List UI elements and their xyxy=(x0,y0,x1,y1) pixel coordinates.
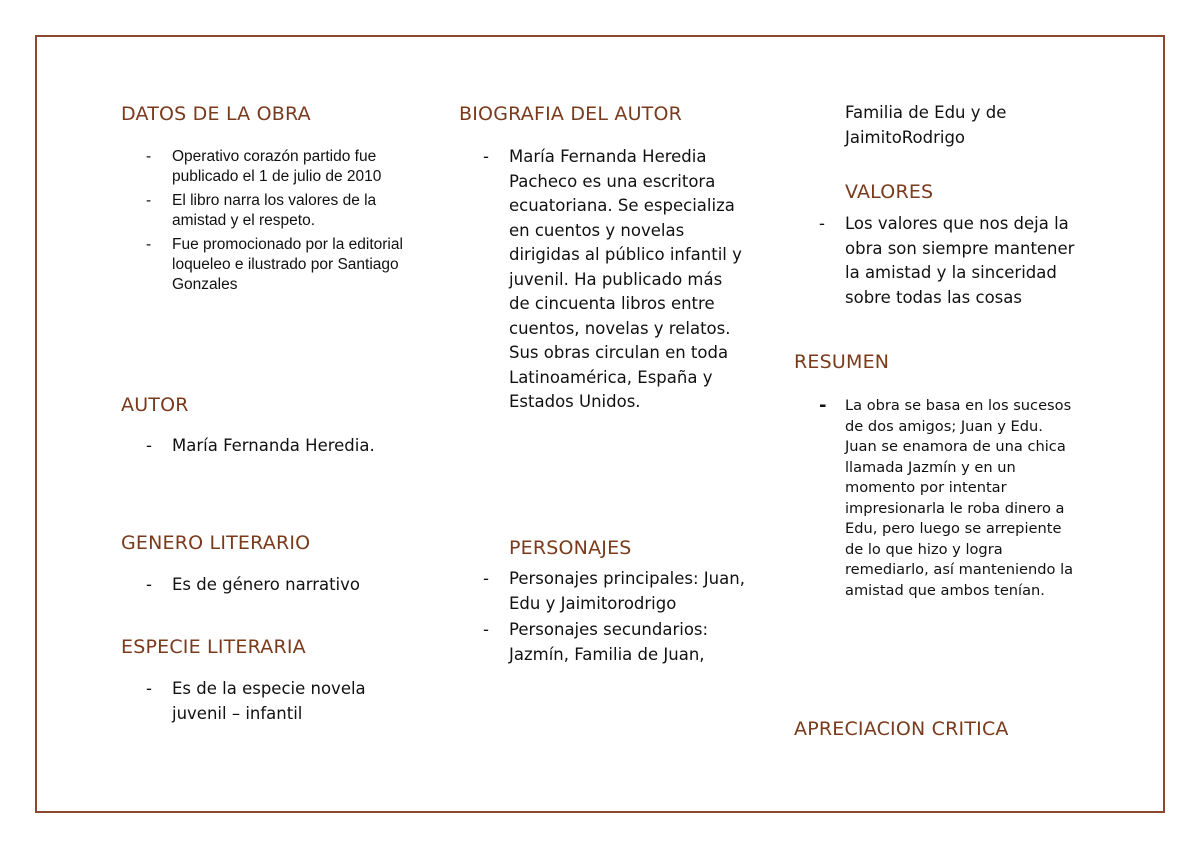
heading-autor: AUTOR xyxy=(121,394,189,416)
list-item: - La obra se basa en los sucesos de dos amigos; Juan y Edu. Juan se enamora de una chica llamada Jazmín y en un momento por intentar impresionarla le roba dinero a Edu, pero luego se arrepiente de lo que hizo y logra remediarlo, así manteniendo la amistad que ambos tenían. xyxy=(819,395,1074,599)
heading-valores: VALORES xyxy=(845,181,934,203)
genero-list xyxy=(146,573,426,600)
list-item: - Es de género narrativo xyxy=(146,573,426,598)
dash-bullet: - xyxy=(146,148,152,165)
dash-bullet: - xyxy=(819,395,827,416)
list-item: - María Fernanda Heredia. xyxy=(146,432,376,460)
personajes-continuation: Familia de Edu y de JaimitoRodrigo xyxy=(845,103,1007,147)
especie-list xyxy=(146,677,416,728)
heading-apreciacion-critica: APRECIACION CRITICA xyxy=(794,718,1009,740)
autor-list xyxy=(146,432,376,462)
dash-bullet: - xyxy=(146,192,152,209)
resumen-list xyxy=(819,396,1079,601)
dash-bullet: - xyxy=(146,436,152,455)
list-item: - María Fernanda Heredia Pacheco es una escritora ecuatoriana. Se especializa en cuentos y novelas dirigidas al público infantil y juvenil. Ha publicado más de cincuenta libros entre cuentos, novelas y relatos. Sus obras circulan en toda Latinoamérica, España y Estados Unidos. xyxy=(483,147,742,411)
dash-bullet: - xyxy=(146,575,152,594)
valores-list xyxy=(819,212,1084,312)
dash-bullet: - xyxy=(819,214,825,233)
list-item: - Los valores que nos deja la obra son siempre mantener la amistad y la sinceridad sobre todas las cosas xyxy=(819,214,1075,307)
personajes-list xyxy=(483,567,745,669)
heading-resumen: RESUMEN xyxy=(794,351,890,373)
dash-bullet: - xyxy=(483,620,489,639)
heading-genero-literario: GENERO LITERARIO xyxy=(121,532,311,554)
list-item: - Personajes secundarios: Jazmín, Familia de Juan, xyxy=(483,620,709,664)
list-item: - Fue promocionado por la editorial loqueleo e ilustrado por Santiago Gonzales xyxy=(146,236,403,293)
dash-bullet: - xyxy=(146,236,152,253)
heading-biografia-del-autor: BIOGRAFIA DEL AUTOR xyxy=(459,103,683,125)
dash-bullet: - xyxy=(483,569,489,588)
list-item: - El libro narra los valores de la amistad y el respeto. xyxy=(146,192,377,229)
list-item: - Es de la especie novela juvenil – infantil xyxy=(146,679,366,723)
list-item: - Operativo corazón partido fue publicado el 1 de julio de 2010 xyxy=(146,148,382,185)
heading-especie-literaria: ESPECIE LITERARIA xyxy=(121,636,306,658)
dash-bullet: - xyxy=(483,147,489,166)
biografia-list xyxy=(483,145,745,417)
datos-list xyxy=(146,147,406,299)
dash-bullet: - xyxy=(146,679,152,698)
list-item: - Personajes principales: Juan, Edu y Jaimitorodrigo xyxy=(483,569,745,613)
heading-personajes: PERSONAJES xyxy=(509,537,632,559)
heading-datos-de-la-obra: DATOS DE LA OBRA xyxy=(121,103,311,125)
